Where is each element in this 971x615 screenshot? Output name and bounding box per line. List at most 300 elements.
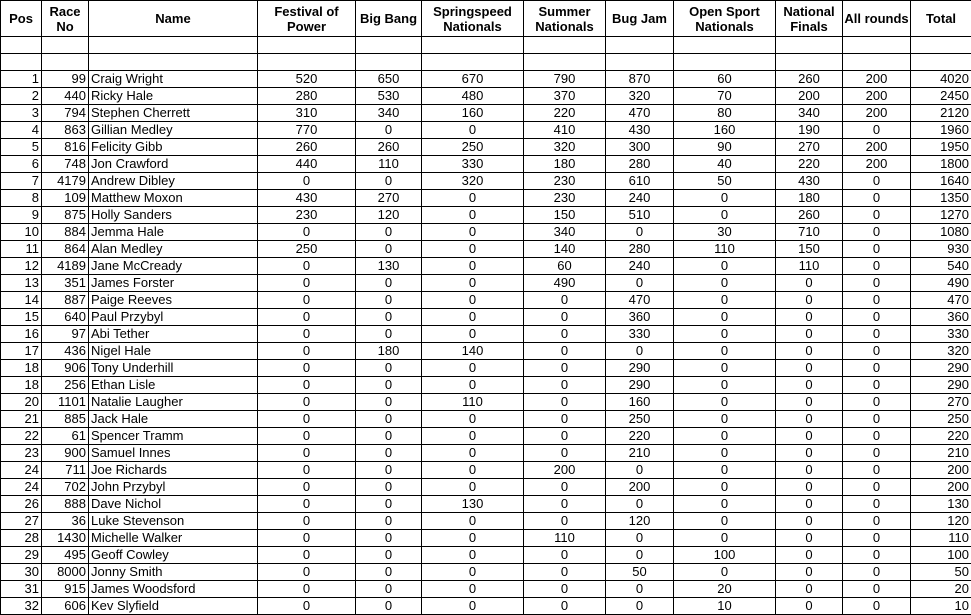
cell-race-no: 256 xyxy=(42,377,89,394)
cell-springspeed-nationals: 0 xyxy=(422,190,524,207)
cell-summer-nationals: 0 xyxy=(524,360,606,377)
table-row xyxy=(1,479,971,496)
cell-big-bang: 340 xyxy=(356,105,422,122)
cell-pos: 11 xyxy=(1,241,42,258)
cell-national-finals: 430 xyxy=(776,173,843,190)
cell-springspeed-nationals: 0 xyxy=(422,547,524,564)
cell-all-rounds: 200 xyxy=(843,139,911,156)
cell-pos: 7 xyxy=(1,173,42,190)
cell-name: Dave Nichol xyxy=(89,496,258,513)
cell-total: 490 xyxy=(911,275,971,292)
cell-pos: 18 xyxy=(1,360,42,377)
cell-bug-jam: 0 xyxy=(606,224,674,241)
cell-all-rounds: 0 xyxy=(843,190,911,207)
cell-festival-of-power: 0 xyxy=(258,292,356,309)
table-row xyxy=(1,139,971,156)
cell-total: 290 xyxy=(911,360,971,377)
header-pos: Pos xyxy=(1,1,42,37)
cell-springspeed-nationals: 0 xyxy=(422,292,524,309)
cell-all-rounds: 0 xyxy=(843,207,911,224)
cell-total: 4020 xyxy=(911,71,971,88)
cell-name: Felicity Gibb xyxy=(89,139,258,156)
cell-big-bang: 0 xyxy=(356,598,422,615)
cell-summer-nationals: 370 xyxy=(524,88,606,105)
cell-summer-nationals: 410 xyxy=(524,122,606,139)
cell-name: Alan Medley xyxy=(89,241,258,258)
cell-race-no: 606 xyxy=(42,598,89,615)
cell-all-rounds: 200 xyxy=(843,88,911,105)
cell-name: Luke Stevenson xyxy=(89,513,258,530)
blank-cell xyxy=(89,54,258,71)
cell-big-bang: 0 xyxy=(356,360,422,377)
blank-cell xyxy=(674,54,776,71)
cell-bug-jam: 870 xyxy=(606,71,674,88)
cell-bug-jam: 0 xyxy=(606,275,674,292)
cell-festival-of-power: 0 xyxy=(258,513,356,530)
cell-total: 1960 xyxy=(911,122,971,139)
cell-big-bang: 0 xyxy=(356,479,422,496)
cell-summer-nationals: 320 xyxy=(524,139,606,156)
cell-bug-jam: 0 xyxy=(606,496,674,513)
cell-festival-of-power: 250 xyxy=(258,241,356,258)
cell-festival-of-power: 0 xyxy=(258,496,356,513)
cell-summer-nationals: 0 xyxy=(524,292,606,309)
cell-festival-of-power: 430 xyxy=(258,190,356,207)
cell-total: 50 xyxy=(911,564,971,581)
cell-national-finals: 0 xyxy=(776,411,843,428)
cell-springspeed-nationals: 0 xyxy=(422,122,524,139)
cell-open-sport-nationals: 80 xyxy=(674,105,776,122)
cell-all-rounds: 0 xyxy=(843,598,911,615)
cell-all-rounds: 200 xyxy=(843,71,911,88)
cell-festival-of-power: 0 xyxy=(258,411,356,428)
table-row xyxy=(1,292,971,309)
cell-springspeed-nationals: 0 xyxy=(422,411,524,428)
cell-pos: 29 xyxy=(1,547,42,564)
cell-national-finals: 710 xyxy=(776,224,843,241)
cell-race-no: 863 xyxy=(42,122,89,139)
cell-springspeed-nationals: 140 xyxy=(422,343,524,360)
cell-open-sport-nationals: 0 xyxy=(674,360,776,377)
table-row xyxy=(1,564,971,581)
cell-summer-nationals: 0 xyxy=(524,428,606,445)
cell-open-sport-nationals: 0 xyxy=(674,258,776,275)
cell-springspeed-nationals: 0 xyxy=(422,445,524,462)
cell-pos: 31 xyxy=(1,581,42,598)
cell-open-sport-nationals: 60 xyxy=(674,71,776,88)
cell-bug-jam: 220 xyxy=(606,428,674,445)
cell-big-bang: 0 xyxy=(356,564,422,581)
cell-bug-jam: 0 xyxy=(606,462,674,479)
cell-festival-of-power: 0 xyxy=(258,547,356,564)
cell-open-sport-nationals: 0 xyxy=(674,445,776,462)
cell-name: Abi Tether xyxy=(89,326,258,343)
cell-festival-of-power: 0 xyxy=(258,258,356,275)
table-row xyxy=(1,71,971,88)
cell-pos: 23 xyxy=(1,445,42,462)
cell-total: 220 xyxy=(911,428,971,445)
cell-springspeed-nationals: 0 xyxy=(422,462,524,479)
cell-festival-of-power: 280 xyxy=(258,88,356,105)
cell-pos: 12 xyxy=(1,258,42,275)
cell-open-sport-nationals: 90 xyxy=(674,139,776,156)
cell-total: 1950 xyxy=(911,139,971,156)
cell-name: James Forster xyxy=(89,275,258,292)
cell-total: 290 xyxy=(911,377,971,394)
cell-race-no: 885 xyxy=(42,411,89,428)
cell-bug-jam: 0 xyxy=(606,530,674,547)
cell-race-no: 99 xyxy=(42,71,89,88)
cell-total: 110 xyxy=(911,530,971,547)
cell-all-rounds: 0 xyxy=(843,360,911,377)
table-row xyxy=(1,343,971,360)
cell-big-bang: 0 xyxy=(356,377,422,394)
cell-all-rounds: 0 xyxy=(843,547,911,564)
cell-pos: 10 xyxy=(1,224,42,241)
cell-summer-nationals: 0 xyxy=(524,581,606,598)
blank-cell xyxy=(1,37,42,54)
cell-bug-jam: 240 xyxy=(606,258,674,275)
blank-row xyxy=(1,37,971,54)
header-all-rounds: All rounds xyxy=(843,1,911,37)
cell-festival-of-power: 0 xyxy=(258,445,356,462)
cell-race-no: 711 xyxy=(42,462,89,479)
table-row xyxy=(1,190,971,207)
cell-race-no: 915 xyxy=(42,581,89,598)
cell-national-finals: 150 xyxy=(776,241,843,258)
cell-name: Gillian Medley xyxy=(89,122,258,139)
table-row xyxy=(1,496,971,513)
cell-festival-of-power: 0 xyxy=(258,326,356,343)
cell-festival-of-power: 0 xyxy=(258,564,356,581)
cell-all-rounds: 0 xyxy=(843,411,911,428)
cell-race-no: 495 xyxy=(42,547,89,564)
cell-open-sport-nationals: 0 xyxy=(674,326,776,343)
cell-race-no: 109 xyxy=(42,190,89,207)
cell-name: Kev Slyfield xyxy=(89,598,258,615)
table-row xyxy=(1,394,971,411)
cell-festival-of-power: 520 xyxy=(258,71,356,88)
blank-cell xyxy=(606,54,674,71)
cell-springspeed-nationals: 0 xyxy=(422,530,524,547)
cell-open-sport-nationals: 110 xyxy=(674,241,776,258)
cell-festival-of-power: 0 xyxy=(258,377,356,394)
table-row xyxy=(1,547,971,564)
cell-festival-of-power: 0 xyxy=(258,343,356,360)
cell-summer-nationals: 0 xyxy=(524,496,606,513)
cell-open-sport-nationals: 0 xyxy=(674,343,776,360)
cell-total: 270 xyxy=(911,394,971,411)
cell-springspeed-nationals: 0 xyxy=(422,309,524,326)
table-row xyxy=(1,581,971,598)
blank-cell xyxy=(524,37,606,54)
cell-all-rounds: 200 xyxy=(843,156,911,173)
cell-total: 1350 xyxy=(911,190,971,207)
blank-cell xyxy=(258,37,356,54)
cell-total: 250 xyxy=(911,411,971,428)
cell-bug-jam: 290 xyxy=(606,360,674,377)
cell-all-rounds: 0 xyxy=(843,445,911,462)
cell-big-bang: 0 xyxy=(356,496,422,513)
blank-cell xyxy=(776,54,843,71)
cell-open-sport-nationals: 10 xyxy=(674,598,776,615)
cell-springspeed-nationals: 0 xyxy=(422,326,524,343)
cell-total: 130 xyxy=(911,496,971,513)
table-row xyxy=(1,122,971,139)
cell-springspeed-nationals: 130 xyxy=(422,496,524,513)
cell-all-rounds: 0 xyxy=(843,479,911,496)
cell-national-finals: 0 xyxy=(776,598,843,615)
cell-big-bang: 0 xyxy=(356,326,422,343)
cell-open-sport-nationals: 160 xyxy=(674,122,776,139)
cell-festival-of-power: 440 xyxy=(258,156,356,173)
cell-springspeed-nationals: 330 xyxy=(422,156,524,173)
cell-pos: 16 xyxy=(1,326,42,343)
cell-pos: 20 xyxy=(1,394,42,411)
cell-all-rounds: 0 xyxy=(843,241,911,258)
cell-national-finals: 0 xyxy=(776,292,843,309)
cell-summer-nationals: 0 xyxy=(524,377,606,394)
cell-pos: 24 xyxy=(1,479,42,496)
cell-bug-jam: 280 xyxy=(606,156,674,173)
header-festival-of-power: Festival of Power xyxy=(258,1,356,37)
cell-total: 1270 xyxy=(911,207,971,224)
cell-bug-jam: 470 xyxy=(606,105,674,122)
cell-big-bang: 0 xyxy=(356,428,422,445)
cell-total: 200 xyxy=(911,462,971,479)
cell-bug-jam: 320 xyxy=(606,88,674,105)
cell-all-rounds: 0 xyxy=(843,496,911,513)
cell-bug-jam: 250 xyxy=(606,411,674,428)
blank-cell xyxy=(524,54,606,71)
cell-springspeed-nationals: 0 xyxy=(422,428,524,445)
blank-cell xyxy=(674,37,776,54)
cell-open-sport-nationals: 0 xyxy=(674,275,776,292)
cell-summer-nationals: 230 xyxy=(524,190,606,207)
blank-cell xyxy=(1,54,42,71)
cell-name: Jack Hale xyxy=(89,411,258,428)
cell-springspeed-nationals: 0 xyxy=(422,360,524,377)
cell-bug-jam: 360 xyxy=(606,309,674,326)
cell-all-rounds: 0 xyxy=(843,343,911,360)
cell-total: 210 xyxy=(911,445,971,462)
cell-all-rounds: 0 xyxy=(843,428,911,445)
cell-big-bang: 0 xyxy=(356,462,422,479)
cell-springspeed-nationals: 0 xyxy=(422,224,524,241)
cell-open-sport-nationals: 0 xyxy=(674,207,776,224)
cell-all-rounds: 200 xyxy=(843,105,911,122)
cell-national-finals: 180 xyxy=(776,190,843,207)
cell-springspeed-nationals: 0 xyxy=(422,598,524,615)
cell-big-bang: 0 xyxy=(356,122,422,139)
cell-pos: 9 xyxy=(1,207,42,224)
cell-summer-nationals: 0 xyxy=(524,564,606,581)
cell-bug-jam: 50 xyxy=(606,564,674,581)
header-name: Name xyxy=(89,1,258,37)
cell-pos: 24 xyxy=(1,462,42,479)
cell-national-finals: 0 xyxy=(776,530,843,547)
cell-big-bang: 0 xyxy=(356,581,422,598)
cell-race-no: 884 xyxy=(42,224,89,241)
cell-race-no: 900 xyxy=(42,445,89,462)
cell-springspeed-nationals: 250 xyxy=(422,139,524,156)
cell-big-bang: 530 xyxy=(356,88,422,105)
cell-all-rounds: 0 xyxy=(843,462,911,479)
cell-open-sport-nationals: 0 xyxy=(674,496,776,513)
cell-pos: 13 xyxy=(1,275,42,292)
cell-all-rounds: 0 xyxy=(843,513,911,530)
cell-all-rounds: 0 xyxy=(843,326,911,343)
cell-total: 320 xyxy=(911,343,971,360)
cell-bug-jam: 120 xyxy=(606,513,674,530)
blank-cell xyxy=(606,37,674,54)
cell-name: Jane McCready xyxy=(89,258,258,275)
cell-name: Samuel Innes xyxy=(89,445,258,462)
cell-bug-jam: 430 xyxy=(606,122,674,139)
table-row xyxy=(1,428,971,445)
blank-cell xyxy=(911,37,971,54)
cell-pos: 26 xyxy=(1,496,42,513)
cell-race-no: 440 xyxy=(42,88,89,105)
cell-big-bang: 0 xyxy=(356,513,422,530)
cell-open-sport-nationals: 0 xyxy=(674,377,776,394)
cell-pos: 28 xyxy=(1,530,42,547)
cell-open-sport-nationals: 0 xyxy=(674,428,776,445)
cell-race-no: 1430 xyxy=(42,530,89,547)
cell-springspeed-nationals: 0 xyxy=(422,275,524,292)
cell-big-bang: 0 xyxy=(356,309,422,326)
cell-all-rounds: 0 xyxy=(843,275,911,292)
cell-festival-of-power: 230 xyxy=(258,207,356,224)
cell-national-finals: 0 xyxy=(776,275,843,292)
cell-big-bang: 0 xyxy=(356,241,422,258)
cell-open-sport-nationals: 70 xyxy=(674,88,776,105)
blank-cell xyxy=(42,37,89,54)
cell-name: Paige Reeves xyxy=(89,292,258,309)
cell-name: Andrew Dibley xyxy=(89,173,258,190)
cell-pos: 8 xyxy=(1,190,42,207)
blank-cell xyxy=(776,37,843,54)
table-row xyxy=(1,360,971,377)
blank-cell xyxy=(422,37,524,54)
cell-national-finals: 200 xyxy=(776,88,843,105)
cell-summer-nationals: 790 xyxy=(524,71,606,88)
cell-total: 20 xyxy=(911,581,971,598)
table-row xyxy=(1,105,971,122)
cell-open-sport-nationals: 0 xyxy=(674,411,776,428)
blank-cell xyxy=(89,37,258,54)
cell-total: 2120 xyxy=(911,105,971,122)
cell-springspeed-nationals: 0 xyxy=(422,377,524,394)
cell-all-rounds: 0 xyxy=(843,258,911,275)
cell-total: 10 xyxy=(911,598,971,615)
cell-all-rounds: 0 xyxy=(843,224,911,241)
header-bug-jam: Bug Jam xyxy=(606,1,674,37)
cell-race-no: 61 xyxy=(42,428,89,445)
cell-race-no: 436 xyxy=(42,343,89,360)
cell-race-no: 4179 xyxy=(42,173,89,190)
cell-national-finals: 0 xyxy=(776,428,843,445)
blank-cell xyxy=(843,54,911,71)
cell-summer-nationals: 0 xyxy=(524,445,606,462)
cell-festival-of-power: 260 xyxy=(258,139,356,156)
cell-summer-nationals: 110 xyxy=(524,530,606,547)
cell-summer-nationals: 180 xyxy=(524,156,606,173)
cell-big-bang: 0 xyxy=(356,224,422,241)
cell-all-rounds: 0 xyxy=(843,581,911,598)
cell-national-finals: 0 xyxy=(776,479,843,496)
cell-open-sport-nationals: 0 xyxy=(674,564,776,581)
cell-springspeed-nationals: 0 xyxy=(422,581,524,598)
blank-cell xyxy=(356,54,422,71)
cell-race-no: 351 xyxy=(42,275,89,292)
cell-springspeed-nationals: 0 xyxy=(422,241,524,258)
cell-pos: 21 xyxy=(1,411,42,428)
cell-race-no: 875 xyxy=(42,207,89,224)
cell-summer-nationals: 0 xyxy=(524,394,606,411)
blank-row xyxy=(1,54,971,71)
cell-total: 1800 xyxy=(911,156,971,173)
cell-bug-jam: 510 xyxy=(606,207,674,224)
cell-big-bang: 0 xyxy=(356,530,422,547)
cell-festival-of-power: 0 xyxy=(258,173,356,190)
cell-summer-nationals: 340 xyxy=(524,224,606,241)
table-row xyxy=(1,224,971,241)
cell-national-finals: 0 xyxy=(776,581,843,598)
cell-race-no: 888 xyxy=(42,496,89,513)
cell-festival-of-power: 0 xyxy=(258,581,356,598)
cell-national-finals: 0 xyxy=(776,377,843,394)
cell-all-rounds: 0 xyxy=(843,564,911,581)
blank-cell xyxy=(42,54,89,71)
cell-summer-nationals: 0 xyxy=(524,326,606,343)
cell-open-sport-nationals: 0 xyxy=(674,190,776,207)
cell-national-finals: 0 xyxy=(776,462,843,479)
cell-open-sport-nationals: 0 xyxy=(674,292,776,309)
cell-festival-of-power: 770 xyxy=(258,122,356,139)
cell-summer-nationals: 0 xyxy=(524,411,606,428)
cell-open-sport-nationals: 50 xyxy=(674,173,776,190)
cell-race-no: 36 xyxy=(42,513,89,530)
cell-festival-of-power: 310 xyxy=(258,105,356,122)
cell-pos: 1 xyxy=(1,71,42,88)
cell-race-no: 748 xyxy=(42,156,89,173)
cell-name: Joe Richards xyxy=(89,462,258,479)
cell-national-finals: 0 xyxy=(776,360,843,377)
cell-all-rounds: 0 xyxy=(843,530,911,547)
cell-springspeed-nationals: 110 xyxy=(422,394,524,411)
cell-summer-nationals: 490 xyxy=(524,275,606,292)
table-row xyxy=(1,173,971,190)
cell-national-finals: 220 xyxy=(776,156,843,173)
cell-total: 120 xyxy=(911,513,971,530)
cell-national-finals: 0 xyxy=(776,394,843,411)
cell-national-finals: 0 xyxy=(776,513,843,530)
cell-festival-of-power: 0 xyxy=(258,530,356,547)
blank-cell xyxy=(843,37,911,54)
cell-national-finals: 270 xyxy=(776,139,843,156)
cell-pos: 4 xyxy=(1,122,42,139)
cell-open-sport-nationals: 0 xyxy=(674,462,776,479)
cell-summer-nationals: 60 xyxy=(524,258,606,275)
cell-big-bang: 120 xyxy=(356,207,422,224)
cell-open-sport-nationals: 0 xyxy=(674,530,776,547)
cell-pos: 15 xyxy=(1,309,42,326)
cell-total: 2450 xyxy=(911,88,971,105)
cell-bug-jam: 610 xyxy=(606,173,674,190)
cell-open-sport-nationals: 0 xyxy=(674,479,776,496)
cell-summer-nationals: 140 xyxy=(524,241,606,258)
